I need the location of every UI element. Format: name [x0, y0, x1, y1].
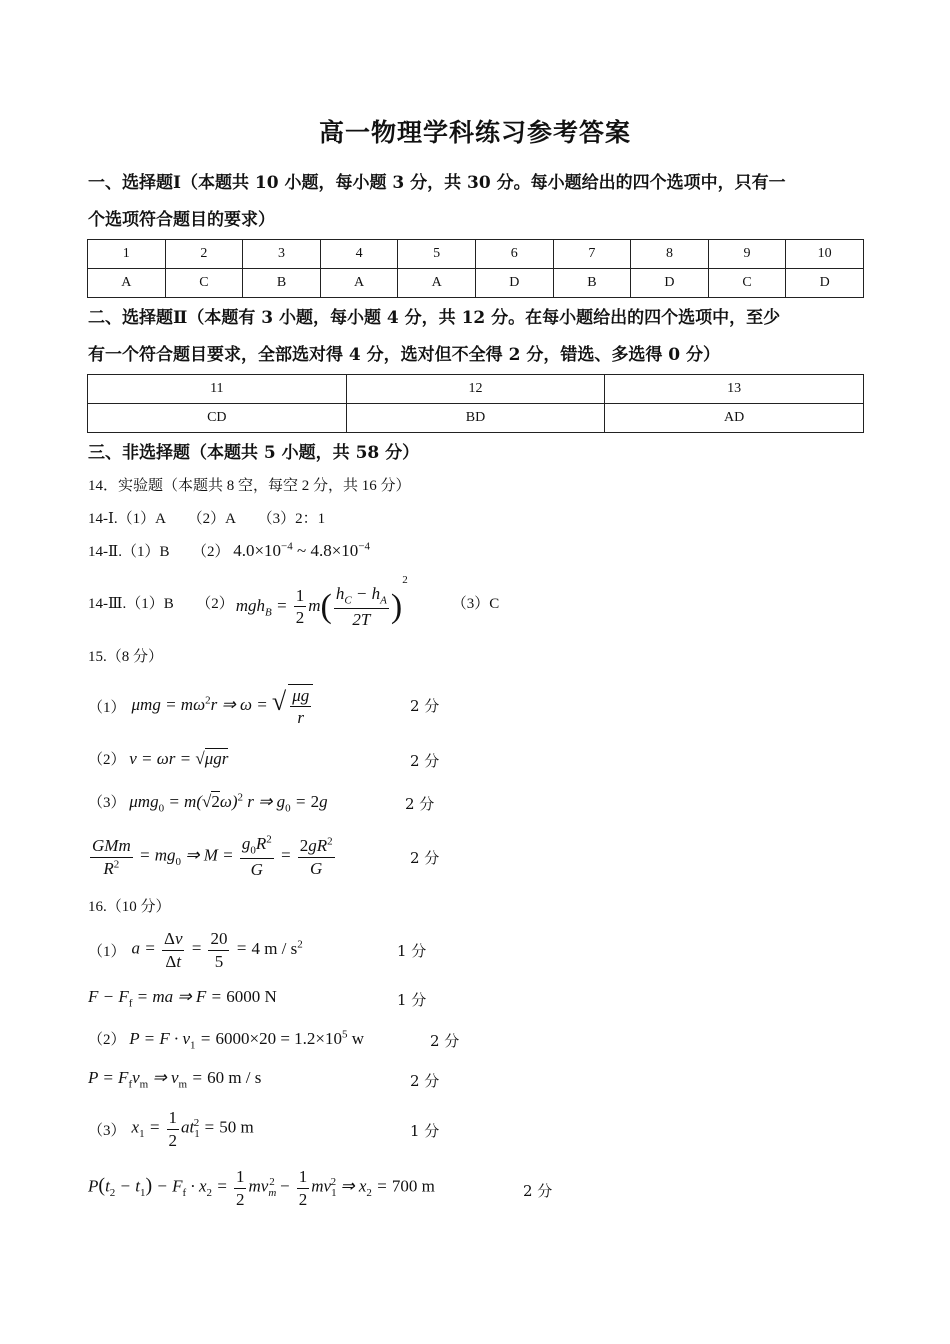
q16-part1b [88, 987, 277, 1009]
q15-part1-label: （1） [88, 699, 126, 716]
q16-part2-label: （2） [88, 1032, 126, 1048]
answer-cell: D [786, 269, 864, 298]
table-row [88, 240, 864, 269]
q15-part4-score: 2 分 [410, 849, 440, 867]
answer-cell: B [243, 269, 321, 298]
table-row [88, 375, 864, 404]
q16-part2 [88, 1028, 364, 1051]
q14-iii-formula: mgh$_B$ = $\frac{1}{2}$ m( $\frac{h_C - h_A}{2T}$ )$^2$ [235, 573, 408, 630]
q16-heading: 16.（10 分） [88, 899, 171, 915]
question-number: 3 [243, 240, 321, 269]
q16-part2b-score: 2 分 [410, 1072, 440, 1090]
q15-part3-label: （3） [88, 795, 126, 811]
q16-part3 [88, 1105, 254, 1153]
q14-ii-formula: $4.0\times 10^{-4}$ ~ $4.8\times 10^{-4}$ [233, 540, 371, 560]
q16-part1b-formula: $F - F_f$ = ma ⇒ F = 6000 N [88, 987, 277, 1010]
page-title: 高一物理学科练习参考答案 [318, 118, 631, 147]
q15-part4-formula: $\frac{\text{GMm}}{R^2}$ = $mg_0$ ⇒ M = $\frac{g_0R^2}{G}$ = $\frac{2gR^2}{G}$ [92, 833, 333, 880]
question-number: 5 [398, 240, 476, 269]
answer-cell: B [553, 269, 631, 298]
q16-part2b-formula: $P = F_fv_m$ ⇒ $v_m = 60$ m / s [88, 1068, 262, 1091]
q15-heading: 15.（8 分） [88, 649, 164, 665]
question-number: 2 [165, 240, 243, 269]
q15-part3-formula: $\mu mg_0 = m(√2\omega)^2$ r ⇒ $g_0 = 2g$ [129, 791, 328, 815]
question-number: 6 [475, 240, 553, 269]
q15-part3-score: 2 分 [405, 795, 435, 813]
q16-part3-score: 1 分 [410, 1122, 440, 1140]
answer-cell: A [88, 269, 166, 298]
q16-part1b-score: 1 分 [397, 991, 427, 1009]
answer-cell: A [398, 269, 476, 298]
q16-part1-score: 1 分 [397, 942, 427, 960]
q15-part2-score: 2 分 [410, 752, 440, 770]
section2-heading-line2: 有一个符合题目要求，全部选对得 4 分，选对但不全得 2 分，错选、多选得 0 分） [88, 345, 720, 365]
q15-part1 [88, 680, 315, 732]
q16-part3-label: （3） [88, 1122, 126, 1139]
section1-heading-line2: 个选项符合题目的要求） [88, 210, 275, 230]
answer-cell: BD [346, 404, 605, 433]
question-number: 9 [708, 240, 786, 269]
answer-cell: AD [605, 404, 864, 433]
section2-answer-table [87, 374, 864, 433]
q16-part2-formula: $P = F \cdot v_1 = 6000\times 20 = 1.2\times 10^5$ w [129, 1028, 365, 1052]
q15-part2-formula: v = ωr = √μgr [129, 749, 229, 768]
answer-cell: D [631, 269, 709, 298]
table-row [88, 404, 864, 433]
answer-cell: CD [88, 404, 347, 433]
section1-heading-line1: 一、选择题Ⅰ（本题共 10 小题，每小题 3 分，共 30 分。每小题给出的四个选项中，只有一 [88, 173, 786, 193]
q16-part3b-formula: $P(t_2 - t_1) - F_f \cdot x_2$ = $\frac{1}{2}$ $mv_m^2$ − $\frac{1}{2}$ $mv_1^2$ ⇒ $x_2 = 700$ m [88, 1167, 435, 1209]
question-number: 8 [631, 240, 709, 269]
q14-iii-suffix: （3）C [451, 595, 500, 612]
q14-iii-prefix: 14-Ⅲ.（1）B （2） [88, 595, 234, 612]
question-number: 10 [786, 240, 864, 269]
table-row [88, 269, 864, 298]
q16-part2-score: 2 分 [430, 1032, 460, 1050]
q14-i-answers: 14-Ⅰ.（1）A （2）A （3）2：1 [88, 511, 326, 527]
answer-cell: C [165, 269, 243, 298]
q16-part1 [88, 926, 303, 974]
question-number: 12 [346, 375, 605, 404]
q15-part2 [88, 748, 228, 769]
q16-part3b [88, 1163, 435, 1213]
q16-part1-label: （1） [88, 943, 126, 960]
q14-heading: 14．实验题（本题共 8 空，每空 2 分，共 16 分） [88, 478, 411, 494]
section1-answer-table [87, 239, 864, 298]
question-number: 7 [553, 240, 631, 269]
question-number: 1 [88, 240, 166, 269]
question-number: 11 [88, 375, 347, 404]
q16-part3-formula: $x_1$ = $\frac{1}{2}$ $at_1^2 = 50$ m [131, 1108, 254, 1150]
section3-heading: 三、非选择题（本题共 5 小题，共 58 分） [88, 443, 420, 463]
q16-part2b [88, 1068, 261, 1090]
q15-part1-formula: $\mu mg = m\omega^2r$ ⇒ ω = √ $\frac{\mu g}{r}$ [132, 684, 316, 729]
q14-ii-prefix: 14-Ⅱ.（1）B （2） [88, 544, 230, 560]
q15-part3 [88, 791, 328, 814]
q15-part2-label: （2） [88, 752, 126, 768]
q15-part4 [88, 832, 337, 882]
q16-part1-formula: a = $\frac{\Delta v}{\Delta t}$ = $\frac{20}{5}$ = 4 m / $s^2$ [131, 929, 303, 971]
answer-cell: A [320, 269, 398, 298]
q14-ii-line [88, 540, 370, 561]
q14-iii-line [88, 574, 499, 630]
section2-heading-line1: 二、选择题Ⅱ（本题有 3 小题，每小题 4 分，共 12 分。在每小题给出的四个选项中，至少 [88, 308, 781, 328]
answer-cell: D [475, 269, 553, 298]
question-number: 4 [320, 240, 398, 269]
answer-cell: C [708, 269, 786, 298]
q15-part1-score: 2 分 [410, 697, 440, 715]
question-number: 13 [605, 375, 864, 404]
q16-part3b-score: 2 分 [523, 1182, 553, 1200]
